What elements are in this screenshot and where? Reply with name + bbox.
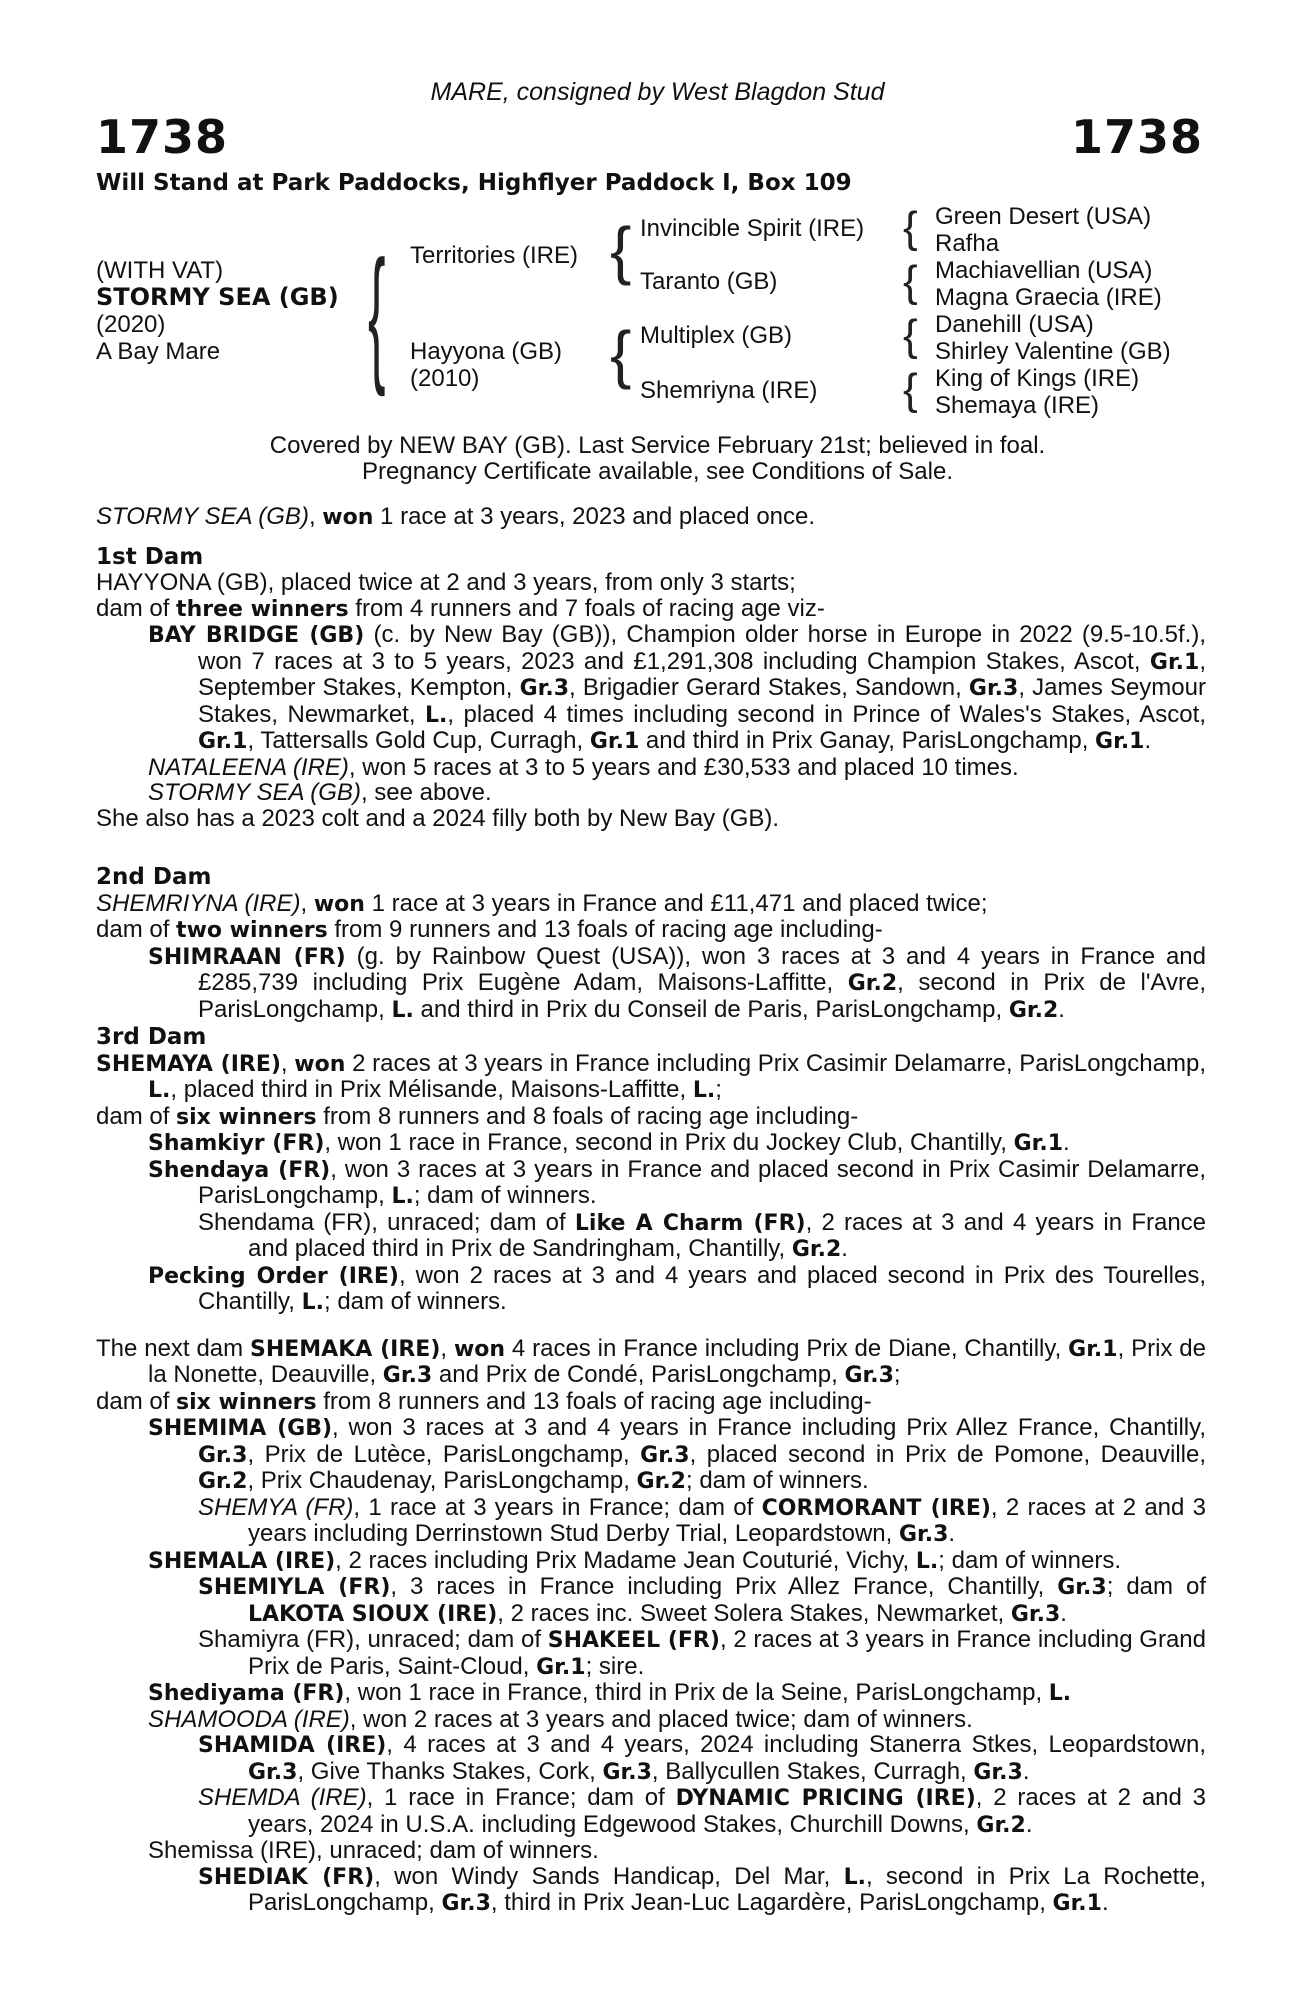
second-dam-line: SHEMRIYNA (IRE), won 1 race at 3 years in France and £11,471 and placed twice; — [96, 889, 988, 917]
great-grandsire-7: King of Kings (IRE) — [935, 365, 1140, 392]
first-dam-heading: 1st Dam — [96, 543, 204, 570]
brace-gg3: { — [903, 311, 918, 360]
produce-shemala: SHEMALA (IRE), 2 races including Prix Madame Jean Couturié, Vichy, L.; dam of winners. — [148, 1546, 1122, 1574]
produce-pecking-order: Pecking Order (IRE), won 2 races at 3 and 4 years and placed second in Prix des Tourelles, Chantilly, L.; dam of winners. — [148, 1261, 1206, 1315]
produce-shemiyla: SHEMIYLA (FR), 3 races in France including Prix Allez France, Chantilly, Gr.3; dam of LAKOTA SIOUX (IRE), 2 races inc. Sweet Solera Stakes, Newmarket, Gr.3. — [198, 1573, 1207, 1627]
first-dam-produce: dam of three winners from 4 runners and 7 foals of racing age viz- — [96, 594, 825, 622]
horse-name: STORMY SEA (GB) — [96, 283, 339, 311]
third-dam-line: SHEMAYA (IRE), won 2 races at 3 years in France including Prix Casimir Delamarre, ParisLongchamp, L., placed third in Prix Mélisande, Maisons-Laffitte, L.; — [96, 1049, 1206, 1103]
pedigree-brace-main: { — [368, 229, 386, 397]
sire-name: Territories (IRE) — [410, 242, 579, 269]
lot-number-right: 1738 — [1070, 110, 1203, 164]
stand-location: Will Stand at Park Paddocks, Highflyer Paddock I, Box 109 — [96, 170, 852, 196]
produce-shendaya: Shendaya (FR), won 3 races at 3 years in France and placed second in Prix Casimir Delamarre, ParisLongchamp, L.; dam of winners. — [148, 1155, 1206, 1209]
dam-year: (2010) — [410, 365, 480, 392]
brace-gg2: { — [903, 257, 918, 306]
second-dam-heading: 2nd Dam — [96, 864, 212, 890]
horse-year: (2020) — [96, 311, 166, 338]
covering-line-2: Pregnancy Certificate available, see Conditions of Sale. — [362, 458, 953, 485]
great-grandsire-5: Danehill (USA) — [935, 311, 1094, 338]
catalogue-body — [96, 504, 1206, 1917]
grandsire-3: Multiplex (GB) — [640, 322, 793, 349]
great-grandsire-6: Shirley Valentine (GB) — [935, 338, 1171, 365]
great-grandsire-3: Machiavellian (USA) — [935, 257, 1153, 284]
race-record: STORMY SEA (GB), won 1 race at 3 years, 2023 and placed once. — [96, 503, 816, 530]
first-dam-note: She also has a 2023 colt and a 2024 filly both by New Bay (GB). — [96, 804, 780, 832]
produce-shemima: SHEMIMA (GB), won 3 races at 3 and 4 years in France including Prix Allez France, Chantilly, Gr.3, Prix de Lutèce, ParisLongchamp, Gr.3, placed second in Prix de Pomone, Deauville, Gr.2, Prix Chaudenay, ParisLongchamp, Gr.2; dam of winners. — [148, 1414, 1207, 1494]
produce-stormy-sea: STORMY SEA (GB), see above. — [148, 779, 492, 806]
produce-shediak: SHEDIAK (FR), won Windy Sands Handicap, Del Mar, L., second in Prix La Rochette, ParisLongchamp, Gr.3, third in Prix Jean-Luc Lagardère, ParisLongchamp, Gr.1. — [198, 1862, 1207, 1916]
produce-shamkiyr: Shamkiyr (FR), won 1 race in France, second in Prix du Jockey Club, Chantilly, Gr.1. — [148, 1129, 1070, 1156]
brace-sire: { — [610, 214, 632, 286]
vat-note: (WITH VAT) — [96, 257, 224, 284]
dam-name: Hayyona (GB) — [410, 338, 563, 365]
produce-shemissa: Shemissa (IRE), unraced; dam of winners. — [148, 1837, 599, 1864]
produce-shamooda: SHAMOODA (IRE), won 2 races at 3 years and placed twice; dam of winners. — [148, 1705, 973, 1733]
produce-shemya: SHEMYA (FR), 1 race at 3 years in France; dam of CORMORANT (IRE), 2 races at 2 and 3 years including Derrinstown Stud Derby Trial, Leopardstown, Gr.3. — [198, 1493, 1206, 1547]
next-dam-produce: dam of six winners from 8 runners and 13 foals of racing age including- — [96, 1387, 872, 1415]
great-grandsire-8: Shemaya (IRE) — [935, 392, 1100, 419]
great-grandsire-4: Magna Graecia (IRE) — [935, 284, 1162, 311]
great-grandsire-2: Rafha — [935, 230, 1000, 257]
produce-shemda: SHEMDA (IRE), 1 race in France; dam of DYNAMIC PRICING (IRE), 2 races at 2 and 3 years, 2024 in U.S.A. including Edgewood Stakes, Churchill Downs, Gr.2. — [198, 1784, 1207, 1838]
produce-shediyama: Shediyama (FR), won 1 race in France, third in Prix de la Seine, ParisLongchamp, L. — [148, 1679, 1072, 1706]
next-dam-line: The next dam SHEMAKA (IRE), won 4 races in France including Prix de Diane, Chantilly, Gr.1, Prix de la Nonette, Deauville, Gr.3 and Prix de Condé, ParisLongchamp, Gr.3; — [96, 1334, 1206, 1388]
produce-shimraan: SHIMRAAN (FR) (g. by Rainbow Quest (USA)), won 3 races at 3 and 4 years in France and £285,739 including Prix Eugène Adam, Maisons-Laffitte, Gr.2, second in Prix de l'Avre, ParisLongchamp, L. and third in Prix du Conseil de Paris, ParisLongchamp, Gr.2. — [148, 942, 1207, 1023]
second-dam-produce: dam of two winners from 9 runners and 13 foals of racing age including- — [96, 916, 883, 943]
produce-bay-bridge: BAY BRIDGE (GB) (c. by New Bay (GB)), Champion older horse in Europe in 2022 (9.5-10.5f.), won 7 races at 3 to 5 years, 2023 and £1,291,308 including Champion Stakes, Ascot, Gr.1, September Stakes, Kempton, Gr.3, Brigadier Gerard Stakes, Sandown, Gr.3, James Seymour Stakes, Newmarket, L., placed 4 times including second in Prince of Wales's Stakes, Ascot, Gr.1, Tattersalls Gold Cup, Curragh, Gr.1 and third in Prix Ganay, ParisLongchamp, Gr.1. — [148, 621, 1206, 754]
produce-shendama: Shendama (FR), unraced; dam of Like A Charm (FR), 2 races at 3 and 4 years in France and placed third in Prix de Sandringham, Chantilly, Gr.2. — [198, 1208, 1207, 1262]
third-dam-heading: 3rd Dam — [96, 1024, 207, 1050]
great-grandsire-1: Green Desert (USA) — [935, 203, 1152, 230]
consignor-line: MARE, consigned by West Blagdon Stud — [430, 78, 885, 106]
grandsire-2: Taranto (GB) — [640, 268, 778, 295]
produce-nataleena: NATALEENA (IRE), won 5 races at 3 to 5 years and £30,533 and placed 10 times. — [148, 753, 1019, 781]
lot-number-left: 1738 — [96, 110, 229, 164]
grandsire-4: Shemriyna (IRE) — [640, 377, 818, 404]
produce-shamiyra: Shamiyra (FR), unraced; dam of SHAKEEL (FR), 2 races at 3 years in France including Grand Prix de Paris, Saint-Cloud, Gr.1; sire. — [198, 1626, 1207, 1680]
produce-shamida: SHAMIDA (IRE), 4 races at 3 and 4 years, 2024 including Stanerra Stkes, Leopardstown, Gr.3, Give Thanks Stakes, Cork, Gr.3, Ballycullen Stakes, Curragh, Gr.3. — [198, 1731, 1207, 1785]
brace-dam: { — [610, 318, 632, 390]
grandsire-1: Invincible Spirit (IRE) — [640, 215, 865, 242]
horse-description: A Bay Mare — [96, 338, 221, 365]
brace-gg1: { — [903, 203, 918, 252]
covering-line-1: Covered by NEW BAY (GB). Last Service February 21st; believed in foal. — [269, 432, 1046, 459]
brace-gg4: { — [903, 365, 918, 414]
first-dam-line: HAYYONA (GB), placed twice at 2 and 3 years, from only 3 starts; — [96, 569, 796, 596]
third-dam-produce: dam of six winners from 8 runners and 8 foals of racing age including- — [96, 1102, 859, 1130]
